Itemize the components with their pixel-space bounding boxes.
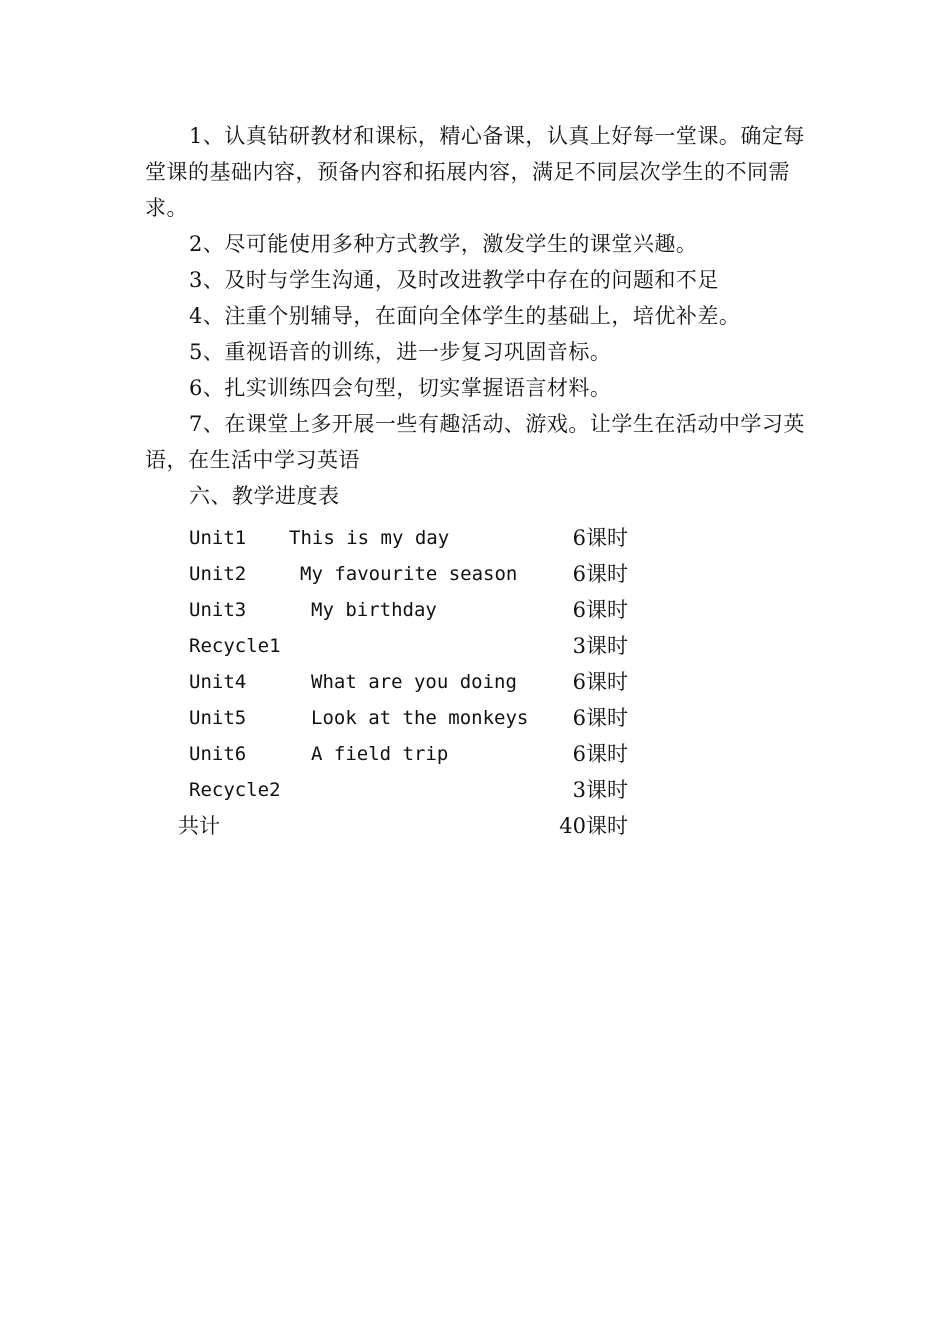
unit-title-cell: My birthday [311, 599, 437, 621]
hours-cell: 6课时 [572, 742, 628, 766]
table-row [0, 664, 950, 700]
unit-cell: Unit3 [189, 599, 247, 621]
hours-cell: 6课时 [572, 562, 628, 586]
hours-cell: 6课时 [572, 670, 628, 694]
hours-cell: 6课时 [572, 598, 628, 622]
unit-cell: Unit1 [189, 527, 247, 549]
hours-cell: 6课时 [572, 526, 628, 550]
total-label: 共计 [178, 814, 220, 838]
paragraph-4: 4、注重个别辅导，在面向全体学生的基础上，培优补差。 [189, 304, 741, 328]
table-row [0, 556, 950, 592]
unit-title-cell: My favourite season [300, 563, 518, 585]
unit-cell: Unit2 [189, 563, 247, 585]
total-hours: 40课时 [559, 814, 628, 838]
unit-cell: Unit6 [189, 743, 247, 765]
table-row [0, 736, 950, 772]
total-row [0, 808, 950, 844]
unit-cell: Unit4 [189, 671, 247, 693]
hours-cell: 3课时 [572, 778, 628, 802]
unit-title-cell: A field trip [311, 743, 449, 765]
hours-cell: 6课时 [572, 706, 628, 730]
paragraph-6: 6、扎实训练四会句型，切实掌握语言材料。 [189, 376, 612, 400]
unit-cell: Recycle1 [189, 635, 281, 657]
paragraph-1: 1、认真钻研教材和课标，精心备课，认真上好每一堂课。确定每堂课的基础内容，预备内容和拓展内容，满足不同层次学生的不同需求。 [145, 124, 805, 220]
unit-title-cell: This is my day [289, 527, 450, 549]
table-row [0, 700, 950, 736]
schedule-heading: 六、教学进度表 [189, 484, 340, 508]
table-row [0, 520, 950, 556]
hours-cell: 3课时 [572, 634, 628, 658]
unit-cell: Unit5 [189, 707, 247, 729]
table-row [0, 772, 950, 808]
paragraph-7: 7、在课堂上多开展一些有趣活动、游戏。让学生在活动中学习英语，在生活中学习英语 [145, 412, 805, 472]
unit-title-cell: Look at the monkeys [311, 707, 529, 729]
table-row [0, 628, 950, 664]
unit-title-cell: What are you doing [311, 671, 517, 693]
table-row [0, 592, 950, 628]
paragraph-5: 5、重视语音的训练，进一步复习巩固音标。 [189, 340, 612, 364]
paragraph-2: 2、尽可能使用多种方式教学，激发学生的课堂兴趣。 [189, 232, 698, 256]
paragraph-3: 3、及时与学生沟通，及时改进教学中存在的问题和不足 [189, 268, 719, 292]
unit-cell: Recycle2 [189, 779, 281, 801]
